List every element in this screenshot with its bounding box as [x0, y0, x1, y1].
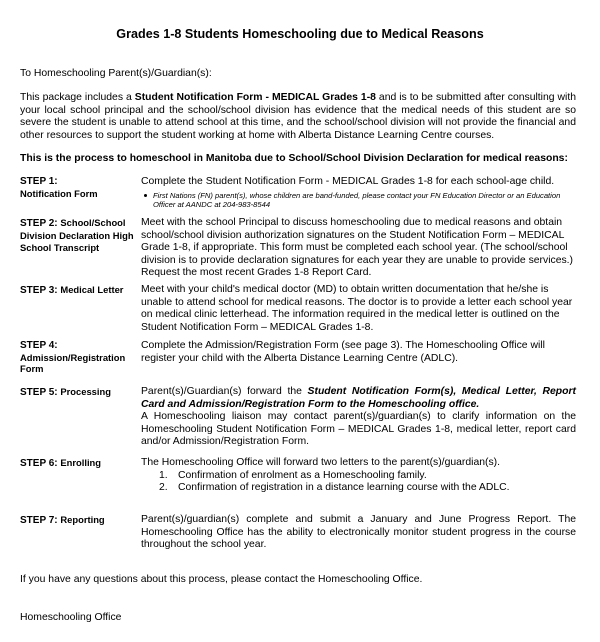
step-3-label-main: STEP 3: [20, 285, 58, 296]
step-4-label [20, 340, 138, 375]
step-1-label-sub: Notification Form [20, 187, 98, 199]
step-1-body [141, 176, 576, 210]
step-1-label-main: STEP 1: [20, 176, 58, 187]
step-5-label [20, 386, 138, 399]
list-item [141, 482, 576, 495]
step-6-text: The Homeschooling Office will forward two letters to the parent(s)/guardian(s). [141, 457, 501, 468]
step-6-label-main: STEP 6: [20, 458, 58, 469]
closing-paragraph: If you have any questions about this process, please contact the Homeschooling Office. [20, 574, 423, 585]
step-2-body [141, 217, 576, 280]
step-3-label [20, 284, 138, 297]
signature: Homeschooling Office [20, 612, 122, 623]
step-7-label-main: STEP 7: [20, 515, 58, 526]
step-7-body [141, 514, 576, 552]
step-5-label-sub: Processing [60, 386, 111, 397]
step-3-text: Meet with your child's medical doctor (MD) to obtain written documentation that he/she is unable to attend school for medical reasons. The doctor is to provide a letter each school year on medical clinic letterhead. The information required in the medical letter is outlined on the Student Notification Form – MEDICAL Grades 1-8. [141, 284, 573, 333]
intro-post: and is to be submitted after consulting with your local school principal and the school/school division has evidence that the medical needs of this student are so severe the student is unable to attend school at this time, and the school/school division will not provide the financial and other resources to support the student working at home with Alberta Distance Learning Centre courses. [20, 92, 577, 141]
page-title: Grades 1-8 Students Homeschooling due to Medical Reasons [116, 27, 484, 41]
step-4-body [141, 340, 576, 365]
step-6-list [141, 470, 576, 495]
step-2-text: Meet with the school Principal to discuss homeschooling due to medical reasons and obtain school/school division authorization signatures on the Student Notification Form – MEDICAL Grade 1-8, if appropriate. This form must be completed each school year. (The school/school division is to provide declaration signatures for each year they are unable to provide services.) Request the most recent Grades 1-8 Report Card. [141, 217, 574, 279]
step-1-bullet: First Nations (FN) parent(s), whose children are band-funded, please contact your FN Education Director or an Education Officer at AANDC at 204-983-8544 [141, 191, 576, 210]
step-2-label-main: STEP 2: [20, 218, 58, 229]
step-4-label-sub: Admission/Registration Form [20, 351, 126, 374]
step-3-body [141, 284, 576, 334]
step-2-label-sub: School/School Division Declaration High School Transcript [20, 217, 134, 253]
step-7-text: Parent(s)/guardian(s) complete and submit a January and June Progress Report. The Homeschooling Office has the ability to electronically monitor student progress in the course throughout the school year. [141, 514, 576, 551]
step-5-text-bold: Student Notification Form(s), Medical Letter, Report Card and Admission/Registration Form to the Homeschooling office. [141, 386, 576, 410]
step-7-label [20, 514, 138, 527]
step-3-label-sub: Medical Letter [60, 284, 124, 295]
step-6-body [141, 457, 576, 495]
step-7-label-sub: Reporting [60, 514, 105, 525]
salutation: To Homeschooling Parent(s)/Guardian(s): [20, 68, 212, 79]
step-4-text: Complete the Admission/Registration Form (see page 3). The Homeschooling Office will register your child with the Alberta Distance Learning Centre (ADLC). [141, 340, 545, 364]
step-2-label [20, 217, 138, 255]
step-1-label [20, 176, 138, 199]
step-1-bullets [141, 191, 576, 210]
step-5-label-main: STEP 5: [20, 387, 58, 398]
list-item-text: Confirmation of registration in a distance learning course with the ADLC. [178, 482, 510, 494]
list-item [141, 470, 576, 483]
step-5-text-post: A Homeschooling liaison may contact parent(s)/guardian(s) to clarify information on the Homeschooling Student Notification Form – MEDICAL Grades 1-8, medical letter, report card and/or Admission/Registration Form. [141, 411, 576, 448]
process-heading: This is the process to homeschool in Manitoba due to School/School Division Declaration for medical reasons: [20, 153, 568, 164]
step-1-text: Complete the Student Notification Form - MEDICAL Grades 1-8 for each school-age child. [141, 176, 555, 187]
step-5-body [141, 386, 576, 449]
intro-bold: Student Notification Form - MEDICAL Grades 1-8 [134, 92, 376, 103]
step-4-label-main: STEP 4: [20, 340, 58, 351]
intro-pre: This package includes a [20, 92, 135, 103]
step-6-label [20, 457, 138, 470]
list-item-number: 2. [159, 482, 168, 494]
intro-paragraph [20, 92, 576, 142]
list-item-text: Confirmation of enrolment as a Homeschooling family. [178, 469, 427, 481]
step-5-text-pre: Parent(s)/Guardian(s) forward the [141, 386, 308, 397]
list-item-number: 1. [159, 469, 168, 481]
step-6-label-sub: Enrolling [60, 457, 102, 468]
